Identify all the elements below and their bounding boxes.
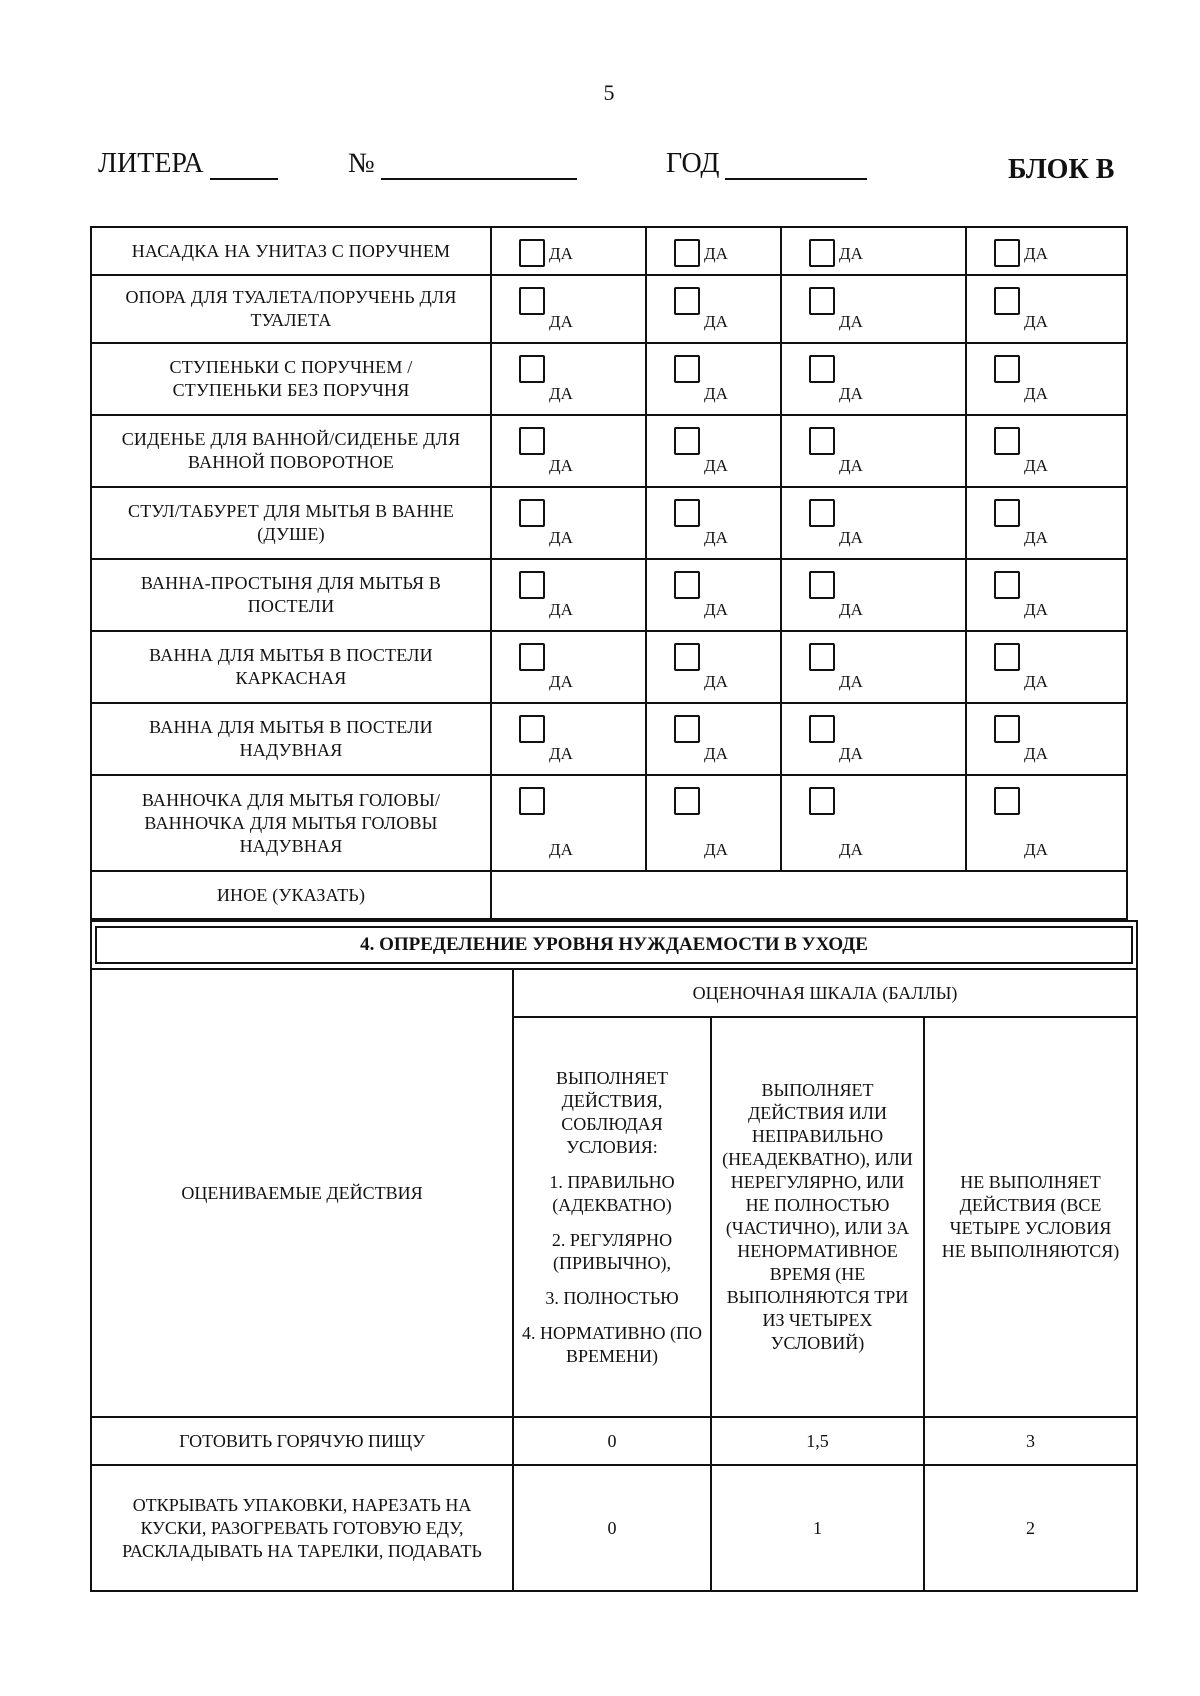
action-row-1-label: ГОТОВИТЬ ГОРЯЧУЮ ПИЩУ: [91, 1417, 513, 1465]
yes-checkbox-cell: [491, 343, 646, 415]
criteria-full-title: ВЫПОЛНЯЕТ ДЕЙСТВИЯ, СОБЛЮДАЯ УСЛОВИЯ:: [555, 1067, 668, 1157]
yes-checkbox[interactable]: [809, 287, 835, 315]
yes-checkbox[interactable]: [994, 239, 1020, 267]
equipment-other-row: [91, 871, 1127, 919]
yes-checkbox[interactable]: [519, 239, 545, 267]
yes-label: ДА: [1024, 528, 1048, 547]
yes-checkbox[interactable]: [809, 643, 835, 671]
yes-label: ДА: [549, 528, 573, 547]
yes-checkbox[interactable]: [674, 427, 700, 455]
yes-label: ДА: [549, 456, 573, 475]
yes-checkbox-cell: [781, 559, 966, 631]
equipment-row: [91, 275, 1127, 343]
year-field: [666, 148, 867, 180]
yes-label: ДА: [839, 384, 863, 403]
other-label: ИНОЕ (УКАЗАТЬ): [91, 871, 491, 919]
page-number: 5: [603, 80, 615, 105]
yes-label: ДА: [1024, 672, 1048, 691]
yes-checkbox-cell: [966, 275, 1127, 343]
litera-label: ЛИТЕРА: [98, 148, 204, 179]
yes-checkbox[interactable]: [994, 571, 1020, 599]
yes-checkbox-cell: [491, 227, 646, 275]
equipment-row: [91, 559, 1127, 631]
litera-blank[interactable]: [210, 152, 278, 180]
yes-checkbox-cell: [646, 703, 781, 775]
yes-checkbox-cell: [491, 487, 646, 559]
equipment-row: [91, 227, 1127, 275]
yes-checkbox[interactable]: [519, 355, 545, 383]
yes-checkbox[interactable]: [674, 499, 700, 527]
yes-checkbox[interactable]: [674, 355, 700, 383]
yes-label: ДА: [1024, 244, 1048, 263]
yes-label: ДА: [549, 744, 573, 763]
yes-checkbox[interactable]: [994, 787, 1020, 815]
yes-checkbox-cell: [781, 703, 966, 775]
yes-checkbox-cell: [646, 775, 781, 871]
yes-checkbox-cell: [781, 631, 966, 703]
yes-checkbox-cell: [646, 631, 781, 703]
yes-label: ДА: [704, 456, 728, 475]
yes-label: ДА: [704, 744, 728, 763]
yes-label: ДА: [704, 840, 728, 859]
yes-checkbox[interactable]: [809, 239, 835, 267]
yes-checkbox-cell: [781, 343, 966, 415]
yes-checkbox[interactable]: [994, 355, 1020, 383]
yes-checkbox[interactable]: [994, 287, 1020, 315]
equipment-item-label: СИДЕНЬЕ ДЛЯ ВАННОЙ/СИДЕНЬЕ ДЛЯ ВАННОЙ ПОВОРОТНОЕ: [91, 415, 491, 487]
yes-checkbox[interactable]: [674, 715, 700, 743]
yes-label: ДА: [1024, 312, 1048, 331]
yes-checkbox-cell: [491, 703, 646, 775]
yes-checkbox[interactable]: [809, 355, 835, 383]
yes-label: ДА: [549, 600, 573, 619]
yes-label: ДА: [704, 312, 728, 331]
yes-label: ДА: [839, 672, 863, 691]
yes-checkbox-cell: [646, 227, 781, 275]
yes-checkbox[interactable]: [994, 715, 1020, 743]
yes-checkbox[interactable]: [674, 287, 700, 315]
yes-checkbox[interactable]: [674, 787, 700, 815]
yes-checkbox[interactable]: [809, 427, 835, 455]
yes-label: ДА: [1024, 840, 1048, 859]
yes-checkbox[interactable]: [809, 571, 835, 599]
yes-label: ДА: [704, 600, 728, 619]
equipment-row: [91, 415, 1127, 487]
condition-1: 1. ПРАВИЛЬНО (АДЕКВАТНО): [549, 1171, 675, 1215]
equipment-item-label: СТУПЕНЬКИ С ПОРУЧНЕМ /СТУПЕНЬКИ БЕЗ ПОРУЧНЯ: [91, 343, 491, 415]
scale-header: ОЦЕНОЧНАЯ ШКАЛА (БАЛЛЫ): [513, 969, 1137, 1017]
yes-label: ДА: [1024, 456, 1048, 475]
block-label: БЛОК В: [1008, 154, 1115, 185]
yes-label: ДА: [839, 528, 863, 547]
condition-2: 2. РЕГУЛЯРНО (ПРИВЫЧНО),: [551, 1229, 673, 1273]
yes-checkbox-cell: [781, 275, 966, 343]
yes-checkbox[interactable]: [519, 571, 545, 599]
yes-label: ДА: [839, 840, 863, 859]
equipment-item-label: НАСАДКА НА УНИТАЗ С ПОРУЧНЕМ: [91, 227, 491, 275]
litera-field: [98, 148, 278, 180]
yes-checkbox-cell: [646, 415, 781, 487]
equipment-item-label: СТУЛ/ТАБУРЕТ ДЛЯ МЫТЬЯ В ВАННЕ (ДУШЕ): [91, 487, 491, 559]
yes-checkbox-cell: [491, 559, 646, 631]
yes-checkbox[interactable]: [994, 427, 1020, 455]
yes-checkbox[interactable]: [674, 571, 700, 599]
yes-label: ДА: [549, 384, 573, 403]
yes-checkbox-cell: [966, 631, 1127, 703]
equipment-row: [91, 775, 1127, 871]
year-label: ГОД: [666, 148, 720, 179]
number-field: [348, 148, 577, 180]
action-row-1-score-2: 1,5: [711, 1417, 924, 1465]
equipment-item-label: ВАННА-ПРОСТЫНЯ ДЛЯ МЫТЬЯ В ПОСТЕЛИ: [91, 559, 491, 631]
condition-3: 3. ПОЛНОСТЬЮ: [545, 1287, 679, 1308]
yes-checkbox-cell: [966, 703, 1127, 775]
yes-checkbox-cell: [646, 343, 781, 415]
yes-checkbox-cell: [781, 775, 966, 871]
yes-checkbox[interactable]: [519, 427, 545, 455]
yes-label: ДА: [839, 744, 863, 763]
yes-checkbox[interactable]: [994, 499, 1020, 527]
action-row-1-score-1: 0: [513, 1417, 711, 1465]
yes-checkbox-cell: [646, 559, 781, 631]
equipment-row: [91, 631, 1127, 703]
yes-checkbox[interactable]: [809, 715, 835, 743]
equipment-item-label: ОПОРА ДЛЯ ТУАЛЕТА/ПОРУЧЕНЬ ДЛЯ ТУАЛЕТА: [91, 275, 491, 343]
criteria-full-compliance: [513, 1017, 711, 1417]
actions-header: ОЦЕНИВАЕМЫЕ ДЕЙСТВИЯ: [91, 969, 513, 1417]
yes-checkbox-cell: [781, 487, 966, 559]
yes-checkbox[interactable]: [674, 239, 700, 267]
yes-label: ДА: [549, 312, 573, 331]
yes-checkbox-cell: [646, 275, 781, 343]
yes-label: ДА: [549, 672, 573, 691]
number-blank[interactable]: [381, 152, 577, 180]
other-specify-field[interactable]: [491, 871, 1127, 919]
equipment-item-label: ВАННА ДЛЯ МЫТЬЯ В ПОСТЕЛИ НАДУВНАЯ: [91, 703, 491, 775]
yes-label: ДА: [1024, 744, 1048, 763]
action-row-2-score-1: 0: [513, 1465, 711, 1591]
action-row-2-score-3: 2: [924, 1465, 1137, 1591]
yes-checkbox-cell: [966, 227, 1127, 275]
yes-checkbox-cell: [781, 227, 966, 275]
yes-label: ДА: [839, 244, 863, 263]
yes-label: ДА: [1024, 384, 1048, 403]
yes-checkbox[interactable]: [519, 787, 545, 815]
yes-checkbox-cell: [491, 275, 646, 343]
yes-checkbox-cell: [491, 775, 646, 871]
yes-checkbox[interactable]: [519, 287, 545, 315]
yes-checkbox-cell: [966, 775, 1127, 871]
condition-4: 4. НОРМАТИВНО (ПО ВРЕМЕНИ): [522, 1322, 702, 1366]
yes-checkbox[interactable]: [519, 715, 545, 743]
yes-checkbox[interactable]: [519, 499, 545, 527]
yes-checkbox[interactable]: [674, 643, 700, 671]
yes-label: ДА: [549, 840, 573, 859]
equipment-row: [91, 343, 1127, 415]
action-row-2-score-2: 1: [711, 1465, 924, 1591]
care-needs-table: [90, 920, 1138, 1592]
yes-checkbox[interactable]: [809, 787, 835, 815]
section-title: 4. ОПРЕДЕЛЕНИЕ УРОВНЯ НУЖДАЕМОСТИ В УХОДЕ: [91, 921, 1137, 969]
criteria-partial-compliance: ВЫПОЛНЯЕТ ДЕЙСТВИЯ ИЛИ НЕПРАВИЛЬНО (НЕАДЕКВАТНО), ИЛИ НЕРЕГУЛЯРНО, ИЛИ НЕ ПОЛНОСТЬЮ (ЧАСТИЧНО), ИЛИ ЗА НЕНОРМАТИВНОЕ ВРЕМЯ (НЕ ВЫПОЛНЯЮТСЯ ТРИ ИЗ ЧЕТЫРЕХ УСЛОВИЙ): [711, 1017, 924, 1417]
yes-label: ДА: [704, 672, 728, 691]
equipment-row: [91, 487, 1127, 559]
year-blank[interactable]: [725, 152, 867, 180]
yes-label: ДА: [839, 312, 863, 331]
yes-label: ДА: [704, 528, 728, 547]
yes-checkbox-cell: [966, 487, 1127, 559]
yes-label: ДА: [1024, 600, 1048, 619]
criteria-no-compliance: НЕ ВЫПОЛНЯЕТ ДЕЙСТВИЯ (ВСЕ ЧЕТЫРЕ УСЛОВИЯ НЕ ВЫПОЛНЯЮТСЯ): [924, 1017, 1137, 1417]
yes-checkbox-cell: [646, 487, 781, 559]
yes-checkbox[interactable]: [994, 643, 1020, 671]
yes-checkbox[interactable]: [519, 643, 545, 671]
equipment-item-label: ВАННА ДЛЯ МЫТЬЯ В ПОСТЕЛИ КАРКАСНАЯ: [91, 631, 491, 703]
yes-label: ДА: [839, 600, 863, 619]
equipment-table: [90, 226, 1128, 920]
action-row-1-score-3: 3: [924, 1417, 1137, 1465]
yes-checkbox-cell: [966, 343, 1127, 415]
equipment-item-label: ВАННОЧКА ДЛЯ МЫТЬЯ ГОЛОВЫ/ ВАННОЧКА ДЛЯ МЫТЬЯ ГОЛОВЫ НАДУВНАЯ: [91, 775, 491, 871]
yes-label: ДА: [704, 384, 728, 403]
yes-label: ДА: [839, 456, 863, 475]
yes-checkbox-cell: [781, 415, 966, 487]
yes-checkbox[interactable]: [809, 499, 835, 527]
yes-label: ДА: [704, 244, 728, 263]
yes-checkbox-cell: [966, 415, 1127, 487]
yes-checkbox-cell: [491, 415, 646, 487]
number-label: №: [348, 148, 375, 179]
yes-checkbox-cell: [491, 631, 646, 703]
action-row-2-label: ОТКРЫВАТЬ УПАКОВКИ, НАРЕЗАТЬ НА КУСКИ, РАЗОГРЕВАТЬ ГОТОВУЮ ЕДУ, РАСКЛАДЫВАТЬ НА ТАРЕЛКИ, ПОДАВАТЬ: [91, 1465, 513, 1591]
yes-label: ДА: [549, 244, 573, 263]
yes-checkbox-cell: [966, 559, 1127, 631]
equipment-row: [91, 703, 1127, 775]
